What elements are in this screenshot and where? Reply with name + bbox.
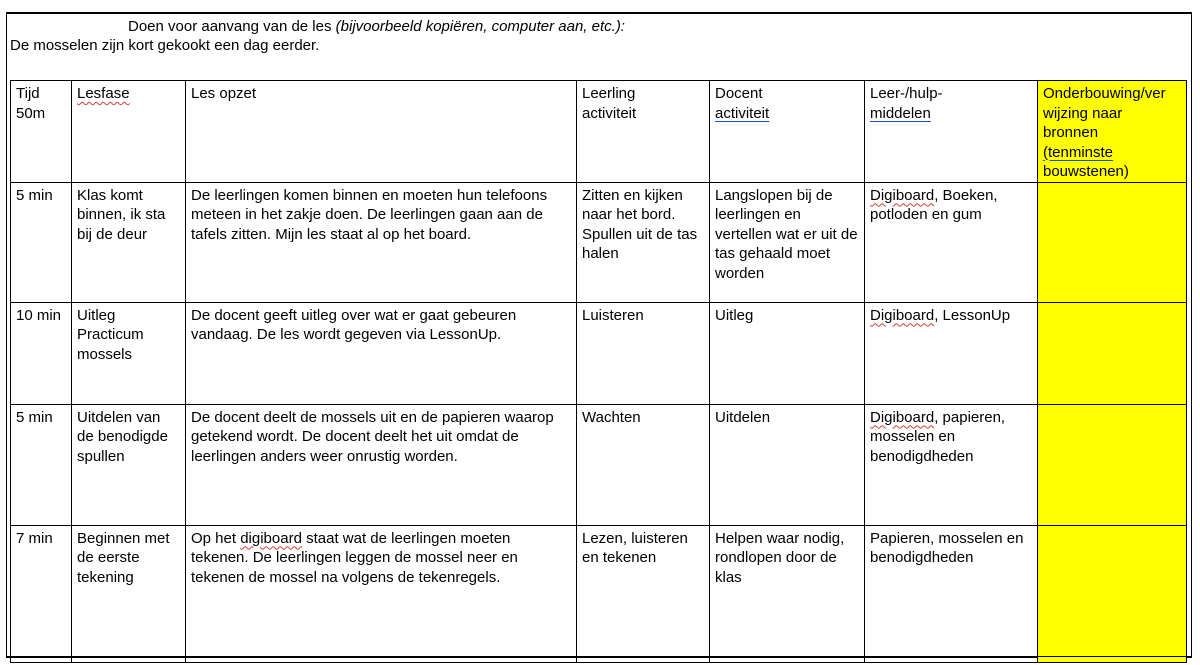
cell-leerling: Luisteren bbox=[577, 302, 710, 404]
cell-opzet: De leerlingen komen binnen en moeten hun telefoons meteen in het zakje doen. De leerlingen gaan aan de tafels zitten. Mijn les staat al op het board. bbox=[186, 182, 577, 302]
cell-onderbouwing bbox=[1038, 404, 1187, 525]
intro-line-2: De mosselen zijn kort gekookt een dag eerder. bbox=[10, 37, 320, 54]
header-docent: Docent activiteit bbox=[710, 81, 865, 183]
cell-docent: Helpen waar nodig, rondlopen door de klas bbox=[710, 525, 865, 662]
header-leerling: Leerling activiteit bbox=[577, 81, 710, 183]
cell-leerling: Zitten en kijken naar het bord. Spullen uit de tas halen bbox=[577, 182, 710, 302]
table-row bbox=[11, 182, 1187, 302]
cell-docent: Langslopen bij de leerlingen en vertellen wat er uit de tas gehaald moet worden bbox=[710, 182, 865, 302]
header-onderbouwing: Onderbouwing/ver wijzing naar bronnen (tenminste bouwstenen) bbox=[1038, 81, 1187, 183]
cell-docent: Uitdelen bbox=[710, 404, 865, 525]
table-row bbox=[11, 525, 1187, 662]
cell-middelen: Papieren, mosselen en benodigdheden bbox=[865, 525, 1038, 662]
cell-middelen: Digiboard, Boeken, potloden en gum bbox=[865, 182, 1038, 302]
cell-docent: Uitleg bbox=[710, 302, 865, 404]
header-lesfase: Lesfase bbox=[72, 81, 186, 183]
cell-opzet: De docent deelt de mossels uit en de papieren waarop getekend wordt. De docent deelt het uit omdat de leerlingen anders weer onrustig worden. bbox=[186, 404, 577, 525]
header-les-opzet: Les opzet bbox=[186, 81, 577, 183]
intro-line-1 bbox=[10, 17, 1186, 36]
cell-lesfase: Uitdelen van de benodigde spullen bbox=[72, 404, 186, 525]
lesson-plan-table bbox=[10, 80, 1187, 663]
cell-opzet: Op het digiboard staat wat de leerlingen moeten tekenen. De leerlingen leggen de mossel neer en tekenen de mossel na volgens de tekenregels. bbox=[186, 525, 577, 662]
intro-italic: (bijvoorbeeld kopiëren, computer aan, etc.): bbox=[335, 18, 625, 35]
header-tijd: Tijd 50m bbox=[11, 81, 72, 183]
intro-section bbox=[10, 17, 1186, 79]
cell-tijd: 5 min bbox=[11, 182, 72, 302]
cell-onderbouwing bbox=[1038, 302, 1187, 404]
intro-prefix: Doen voor aanvang van de les bbox=[128, 18, 336, 35]
cell-tijd: 7 min bbox=[11, 525, 72, 662]
cell-onderbouwing bbox=[1038, 182, 1187, 302]
cell-tijd: 5 min bbox=[11, 404, 72, 525]
cell-leerling: Wachten bbox=[577, 404, 710, 525]
cell-lesfase: Klas komt binnen, ik sta bij de deur bbox=[72, 182, 186, 302]
cell-opzet: De docent geeft uitleg over wat er gaat gebeuren vandaag. De les wordt gegeven via LessonUp. bbox=[186, 302, 577, 404]
table-row bbox=[11, 404, 1187, 525]
cell-lesfase: Uitleg Practicum mossels bbox=[72, 302, 186, 404]
cell-onderbouwing bbox=[1038, 525, 1187, 662]
cell-tijd: 10 min bbox=[11, 302, 72, 404]
bottom-border bbox=[6, 656, 1192, 657]
header-row bbox=[11, 81, 1187, 183]
cell-lesfase: Beginnen met de eerste tekening bbox=[72, 525, 186, 662]
table-row bbox=[11, 302, 1187, 404]
cell-leerling: Lezen, luisteren en tekenen bbox=[577, 525, 710, 662]
cell-middelen: Digiboard, LessonUp bbox=[865, 302, 1038, 404]
cell-middelen: Digiboard, papieren, mosselen en benodigdheden bbox=[865, 404, 1038, 525]
header-middelen: Leer-/hulp- middelen bbox=[865, 81, 1038, 183]
